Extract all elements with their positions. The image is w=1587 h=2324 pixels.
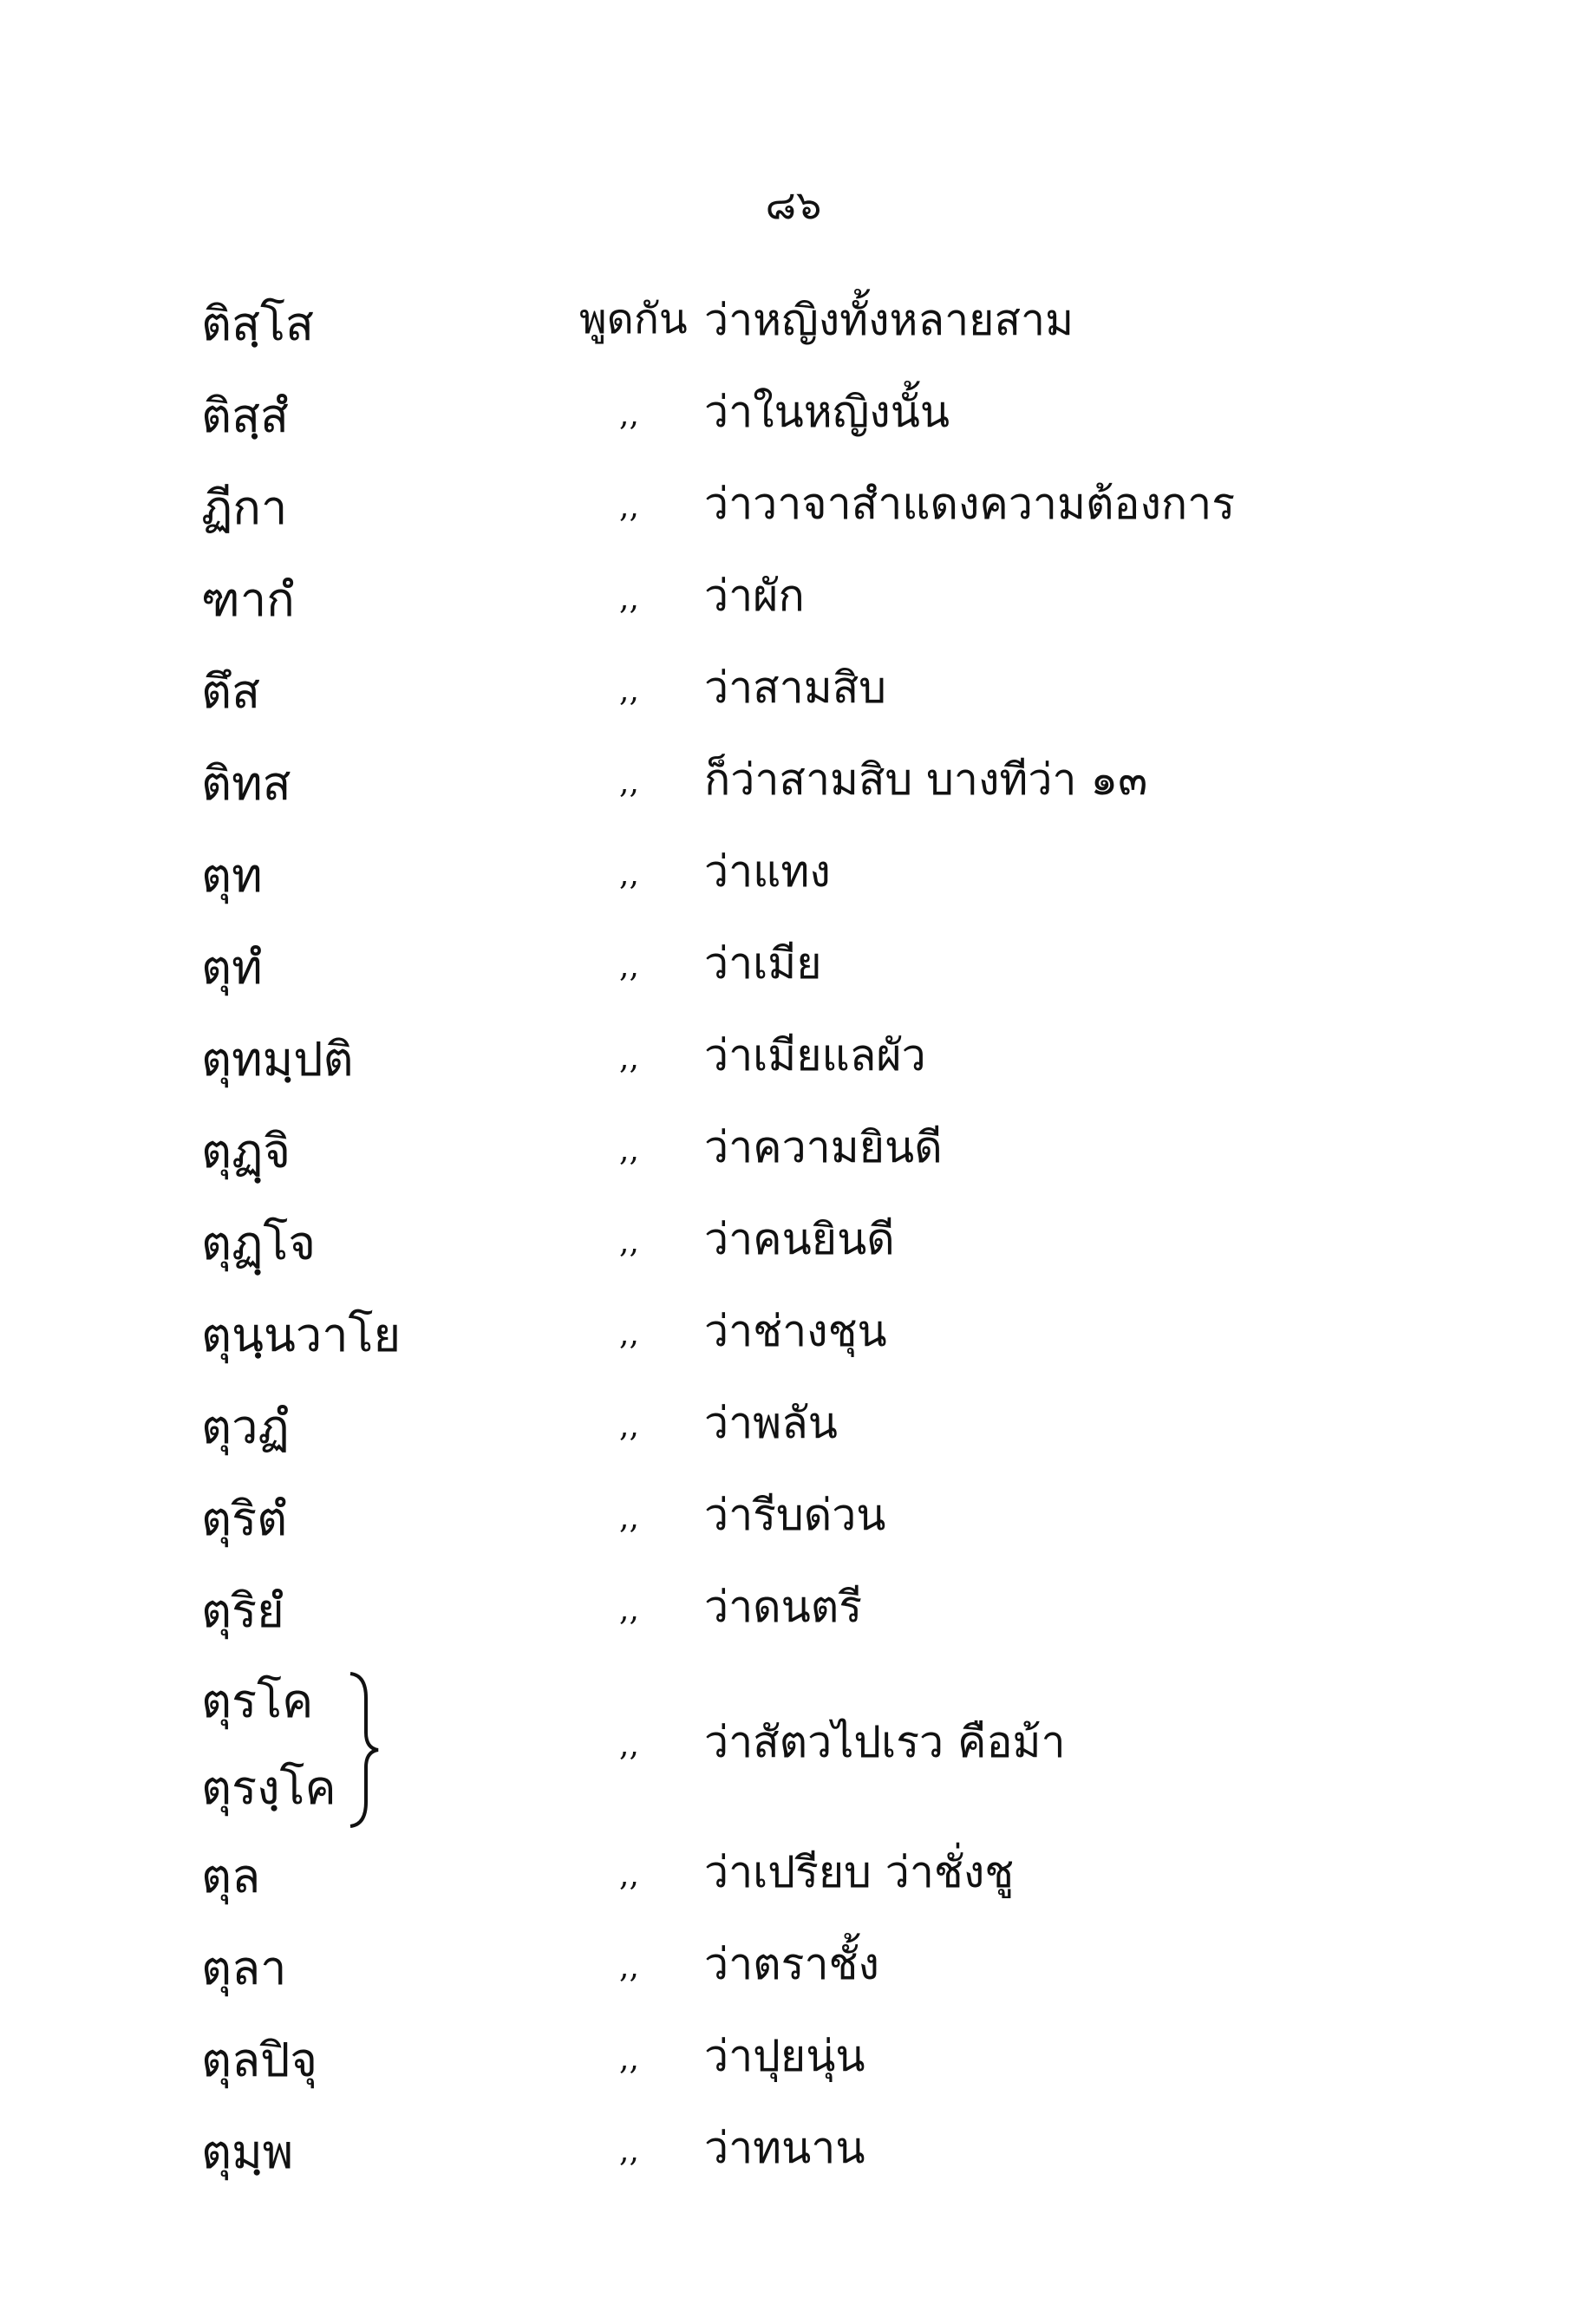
dictionary-entry-group [0,1663,1587,1837]
entry-meaning: ว่าดนตรี [704,1582,863,1632]
entry-meaning: ว่าผัก [704,571,805,621]
entry-meaning: ว่ารีบด่วน [704,1490,886,1540]
entry-meaning: ว่าพลัน [704,1398,838,1448]
dictionary-entry [0,1481,1587,1559]
entry-term: ตุรงฺโค [201,1760,336,1815]
entry-ditto: ,, [619,949,639,984]
entry-term: ติสฺโส [201,297,314,351]
dictionary-entry [0,1838,1587,1916]
entry-term: ตุริตํ [201,1492,288,1546]
dictionary-entry [0,838,1587,916]
dictionary-entry [0,562,1587,640]
entry-term: ตุมฺพ [201,2125,294,2179]
entry-meaning: ว่าปุยนุ่น [704,2031,865,2081]
entry-term: ตุรโค [201,1674,314,1728]
entry-meaning: ว่าสัตวไปเรว คือม้า [704,1717,1066,1767]
entry-meaning: ว่าวาจาสำแดงความต้องการ [704,479,1236,529]
entry-ditto: ,, [619,1316,639,1352]
entry-ditto: ,, [619,1592,639,1628]
entry-term: ฏีกา [201,480,288,535]
entry-ditto: ,, [619,1949,639,1985]
entry-ditto: ,, [619,765,639,800]
entry-meaning: ว่าตราชั้ง [704,1939,879,1989]
entry-term: ตุล [201,1849,261,1903]
entry-meaning: ว่าช่างชุน [704,1306,887,1356]
dictionary-entry [0,2114,1587,2192]
entry-ditto: ,, [619,581,639,617]
entry-meaning: ว่าทนาน [704,2123,865,2173]
entry-term: ตุท [201,848,263,903]
dictionary-entry [0,2022,1587,2100]
entry-meaning: ว่าความยินดี [704,1122,943,1172]
entry-ditto: ,, [619,397,639,433]
dictionary-entry [0,1389,1587,1467]
dictionary-entry [0,1113,1587,1191]
page-number: ๘๖ [765,181,822,228]
entry-meaning: ว่าเปรียบ ว่าชั่งชู [704,1847,1015,1897]
entry-ditto: พูดกัน [579,295,688,343]
entry-term: ตุทมฺปติ [201,1032,354,1087]
entry-meaning: ว่าในหญิงนั้น [704,387,950,437]
entry-ditto: ,, [619,1727,639,1763]
entry-ditto: ,, [619,1857,639,1893]
entry-meaning: ว่าคนยินดี [704,1214,895,1264]
dictionary-entry [0,1022,1587,1100]
dictionary-entry [0,1205,1587,1283]
dictionary-entry [0,746,1587,824]
entry-term: ตุวฏํ [201,1400,290,1454]
entry-ditto: ,, [619,1500,639,1536]
entry-ditto: ,, [619,2041,639,2077]
entry-term: ตุริยํ [201,1583,284,1638]
entry-meaning: ว่าสามสิบ [704,663,886,713]
entry-ditto: ,, [619,857,639,892]
entry-meaning: ว่าแทง [704,846,831,897]
entry-term: ตุนฺนวาโย [201,1308,402,1362]
dictionary-entry [0,654,1587,732]
entry-ditto: ,, [619,1408,639,1444]
entry-term: ตึส [201,664,261,719]
entry-ditto: ,, [619,1133,639,1168]
dictionary-entry [0,930,1587,1008]
entry-ditto: ,, [619,2133,639,2169]
entry-term: ฑากํ [201,572,295,627]
entry-meaning: ว่าเมีย [704,938,822,989]
dictionary-entry [0,378,1587,456]
entry-term: ตุทํ [201,940,263,995]
right-brace-icon [347,1672,382,1828]
entry-term: ติทส [201,756,291,811]
entry-term: ตุฏฺโจ [201,1216,316,1270]
dictionary-entry [0,286,1587,364]
entry-ditto: ,, [619,673,639,708]
dictionary-entry [0,1573,1587,1651]
dictionary-entry [0,1297,1587,1375]
entry-term: ตุฏฺจิ [201,1124,291,1178]
entry-term: ตุลปิจุ [201,2033,318,2087]
dictionary-entry [0,470,1587,548]
entry-term: ตุลา [201,1941,287,1995]
entry-meaning: ก็ว่าสามสิบ บางทีว่า ๑๓ [704,754,1148,805]
entry-ditto: ,, [619,489,639,525]
dictionary-entry [0,1930,1587,2008]
entry-meaning: ว่าหญิงทั้งหลายสาม [704,295,1074,345]
entry-ditto: ,, [619,1041,639,1076]
entry-meaning: ว่าเมียแลผัว [704,1030,926,1080]
entry-term: ติสฺสํ [201,388,289,443]
entry-ditto: ,, [619,1224,639,1260]
